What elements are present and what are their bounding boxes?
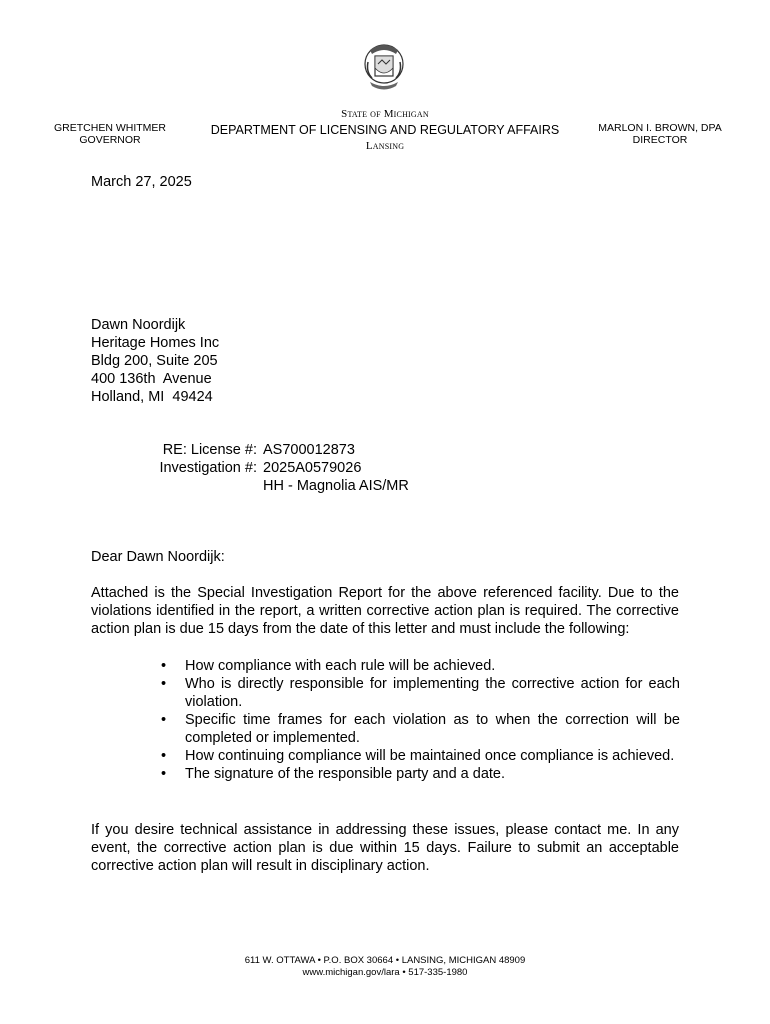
- recipient-company: Heritage Homes Inc: [91, 335, 220, 351]
- list-item: • How compliance with each rule will be achieved.: [161, 658, 496, 674]
- license-label: RE: License #:: [162, 442, 257, 458]
- investigation-number: 2025A0579026: [263, 460, 362, 476]
- footer-address: 611 W. OTTAWA • P.O. BOX 30664 • LANSING, MICHIGAN 48909: [244, 955, 526, 966]
- facility-name: HH - Magnolia AIS/MR: [263, 478, 409, 494]
- list-item: • How continuing compliance will be maintained once compliance is achieved.: [161, 748, 675, 764]
- bullet-icon: •: [161, 712, 167, 728]
- bullet-icon: •: [161, 658, 167, 674]
- body-paragraph-2: If you desire technical assistance in addressing these issues, please contact me. In any event, the corrective action plan is due within 15 days. Failure to submit an acceptable corrective action plan will result in disciplinary action.: [91, 822, 679, 874]
- letterhead-center: [190, 108, 580, 152]
- state-name: State of Michigan: [341, 108, 429, 120]
- recipient-address: [91, 316, 219, 406]
- footer: [0, 955, 770, 979]
- governor-block: [40, 122, 180, 146]
- director-title: DIRECTOR: [632, 134, 688, 146]
- director-name: MARLON I. BROWN, DPA: [598, 122, 722, 134]
- letter-date: March 27, 2025: [91, 174, 192, 190]
- license-number: AS700012873: [263, 442, 355, 458]
- governor-title: GOVERNOR: [79, 134, 141, 146]
- salutation: Dear Dawn Noordijk:: [91, 549, 225, 565]
- requirements-list: [160, 657, 680, 783]
- list-item: • Who is directly responsible for implementing the corrective action for each violation.: [161, 676, 680, 710]
- city-name: Lansing: [365, 140, 405, 152]
- recipient-street: 400 136th Avenue: [91, 371, 212, 387]
- bullet-icon: •: [161, 766, 167, 782]
- governor-name: GRETCHEN WHITMER: [54, 122, 166, 134]
- body-paragraph-1: Attached is the Special Investigation Report for the above referenced facility. Due to the violations identified in the report, a written corrective action plan is required. The corrective action plan is due 15 days from the date of this letter and must include the following:: [91, 585, 679, 637]
- department-name: DEPARTMENT OF LICENSING AND REGULATORY AFFAIRS: [210, 123, 560, 137]
- bullet-icon: •: [161, 676, 167, 692]
- recipient-suite: Bldg 200, Suite 205: [91, 353, 218, 369]
- michigan-state-seal-icon: [360, 38, 408, 96]
- list-item: • Specific time frames for each violation as to when the correction will be completed or implemented.: [161, 712, 680, 746]
- reference-block: [91, 441, 409, 495]
- investigation-label: Investigation #:: [159, 460, 257, 476]
- director-block: [590, 122, 730, 146]
- recipient-city: Holland, MI 49424: [91, 389, 213, 405]
- recipient-name: Dawn Noordijk: [91, 317, 186, 333]
- bullet-icon: •: [161, 748, 167, 764]
- list-item: • The signature of the responsible party and a date.: [161, 766, 506, 782]
- footer-contact: www.michigan.gov/lara • 517-335-1980: [302, 967, 468, 978]
